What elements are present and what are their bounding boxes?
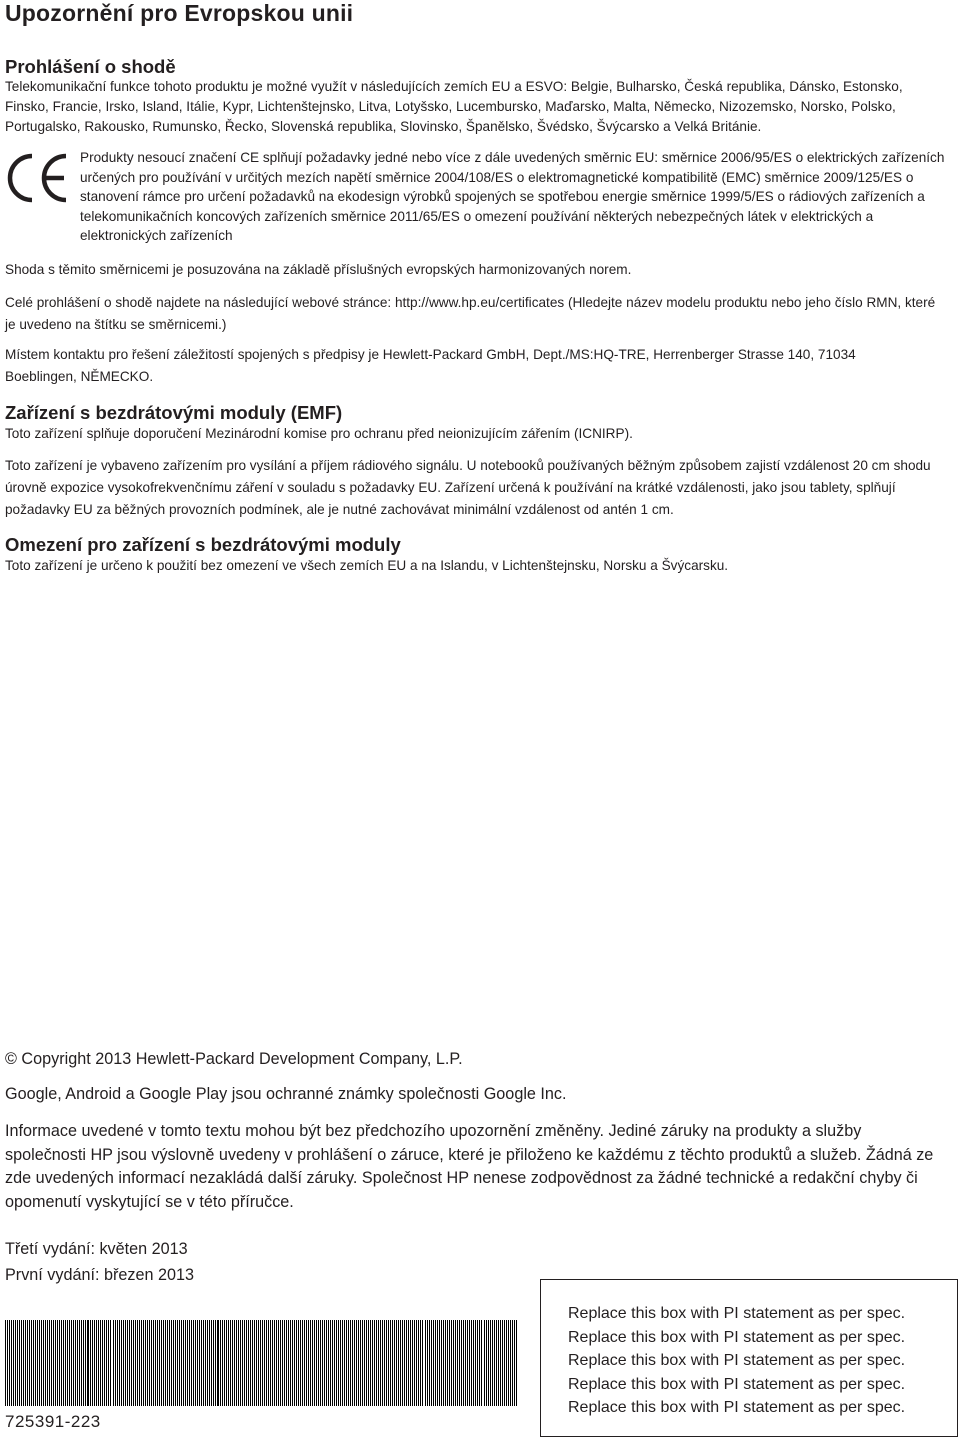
barcode-bar [191, 1320, 192, 1406]
barcode-bar [264, 1320, 265, 1406]
barcode-bar [316, 1320, 317, 1406]
barcode-bar [125, 1320, 126, 1406]
copyright-notice: © Copyright 2013 Hewlett-Packard Development Company, L.P. [5, 1050, 463, 1068]
barcode-bar [364, 1320, 365, 1406]
barcode-bar [447, 1320, 448, 1406]
barcode-bar [461, 1320, 462, 1406]
barcode-bar [449, 1320, 450, 1406]
barcode-bar [437, 1320, 438, 1406]
barcode-bar [129, 1320, 130, 1406]
barcode-bar [108, 1320, 109, 1406]
barcode-bar [494, 1320, 495, 1406]
barcode-bar [153, 1320, 154, 1406]
barcode-bar [350, 1320, 351, 1406]
barcode-bar [484, 1320, 485, 1406]
barcode-bar [326, 1320, 327, 1406]
countries-paragraph: Telekomunikační funkce tohoto produktu je možné využít v následujících zemích EU a ESVO: Belgie, Bulharsko, Česká republika, Dánsko, Estonsko, Finsko, Francie, Irsko, Island, Itálie, Kypr, Lichtenštejnsko, Litva, Lotyšsko, Lucembursko, Maďarsko, Malta, Německo, Nizozemsko, Norsko, Polsko, Portugalsko, Rakousko, Rumunsko, Řecko, Slovenská republika, Slovinsko, Španělsko, Švédsko, Švýcarsko a Velká Británie. [5, 79, 903, 134]
barcode-bar [396, 1320, 397, 1406]
barcode-bar [57, 1320, 58, 1406]
barcode-bar [242, 1320, 243, 1406]
barcode-bar [516, 1320, 517, 1406]
barcode-bar [163, 1320, 164, 1406]
page-title: Upozornění pro Evropskou unii [5, 0, 354, 26]
barcode-bar [167, 1320, 168, 1406]
barcode-bar [159, 1320, 160, 1406]
barcode-bar [205, 1320, 206, 1406]
barcode-bar [100, 1320, 101, 1406]
barcode-bar [368, 1320, 369, 1406]
barcode-bar [386, 1320, 387, 1406]
barcode-bar [514, 1320, 515, 1406]
barcode-bar [21, 1320, 22, 1406]
barcode-bar [171, 1320, 172, 1406]
barcode-bar [490, 1320, 491, 1406]
barcode-bar [439, 1320, 440, 1406]
barcode-bar [81, 1320, 82, 1406]
barcode-bar [110, 1320, 111, 1406]
barcode-bar [123, 1320, 124, 1406]
barcode-bar [441, 1320, 442, 1406]
barcode-bar [280, 1320, 281, 1406]
barcode-bar [121, 1320, 122, 1406]
emf-heading: Zařízení s bezdrátovými moduly (EMF) [5, 402, 343, 423]
barcode-bar [23, 1320, 24, 1406]
barcode-bar [19, 1320, 20, 1406]
barcode-bar [51, 1320, 52, 1406]
barcode-bar [270, 1320, 271, 1406]
barcode-bar [135, 1320, 136, 1406]
barcode-bar [177, 1320, 178, 1406]
restrictions-heading: Omezení pro zařízení s bezdrátovými moduly [5, 534, 401, 555]
barcode-bar [232, 1320, 233, 1406]
barcode-bar [320, 1320, 321, 1406]
barcode-bar [322, 1320, 323, 1406]
barcode-bar [145, 1320, 146, 1406]
barcode-bar [53, 1320, 54, 1406]
barcode-bar [330, 1320, 331, 1406]
barcode-bar [463, 1320, 464, 1406]
barcode-bar [292, 1320, 293, 1406]
barcode-bar [181, 1320, 182, 1406]
barcode-bar [244, 1320, 245, 1406]
barcode-bar [183, 1320, 184, 1406]
barcode-bar [256, 1320, 257, 1406]
barcode-bar [71, 1320, 72, 1406]
barcode-bar [209, 1320, 210, 1406]
barcode-bar [45, 1320, 46, 1406]
pi-line: Replace this box with PI statement as per spec. [568, 1399, 906, 1416]
barcode-bar [429, 1320, 430, 1406]
barcode-bar [496, 1320, 497, 1406]
barcode-bar [165, 1320, 166, 1406]
compliance-paragraph: Shoda s těmito směrnicemi je posuzována na základě příslušných evropských harmonizovaných norem. [5, 262, 632, 277]
barcode-bar [98, 1320, 99, 1406]
barcode-bar [143, 1320, 144, 1406]
barcode-bar [286, 1320, 287, 1406]
barcode-bar [238, 1320, 239, 1406]
barcode-bar [306, 1320, 307, 1406]
barcode-bar [488, 1320, 489, 1406]
barcode-bar [185, 1320, 186, 1406]
barcode-bar [467, 1320, 468, 1406]
barcode-bar [41, 1320, 42, 1406]
barcode-bar [342, 1320, 343, 1406]
barcode-bar [92, 1320, 93, 1406]
part-number: 725391-223 [5, 1412, 101, 1431]
barcode-bar [282, 1320, 283, 1406]
barcode-bar [308, 1320, 309, 1406]
barcode-bar [211, 1320, 212, 1406]
barcode-bar [234, 1320, 235, 1406]
barcode-bar [35, 1320, 36, 1406]
barcode-bar [151, 1320, 152, 1406]
barcode-bar [213, 1320, 214, 1406]
barcode-bar [352, 1320, 353, 1406]
barcode-bar [348, 1320, 349, 1406]
barcode-bar [230, 1320, 231, 1406]
barcode-bar [294, 1320, 295, 1406]
barcode-bar [173, 1320, 174, 1406]
barcode-bar [372, 1320, 373, 1406]
barcode-bar [360, 1320, 361, 1406]
barcode-bar [31, 1320, 32, 1406]
barcode-bar [302, 1320, 303, 1406]
barcode-bar [479, 1320, 480, 1406]
barcode-bar [469, 1320, 470, 1406]
trademarks-notice: Google, Android a Google Play jsou ochranné známky společnosti Google Inc. [5, 1085, 567, 1103]
barcode-bar [443, 1320, 444, 1406]
barcode-bar [477, 1320, 478, 1406]
barcode-bar [336, 1320, 337, 1406]
barcode-bar [63, 1320, 64, 1406]
barcode-bar [73, 1320, 74, 1406]
barcode-bar [445, 1320, 446, 1406]
barcode-bar [374, 1320, 375, 1406]
barcode-bar [262, 1320, 263, 1406]
barcode-bar [471, 1320, 472, 1406]
barcode-bar [39, 1320, 40, 1406]
barcode-bar [408, 1320, 409, 1406]
barcode-bar [380, 1320, 381, 1406]
barcode-bar [207, 1320, 208, 1406]
barcode-bar [83, 1320, 84, 1406]
barcode-bar [510, 1320, 511, 1406]
barcode-bar [228, 1320, 229, 1406]
barcode-bar [400, 1320, 401, 1406]
barcode-bar [85, 1320, 86, 1406]
barcode-bar [75, 1320, 76, 1406]
barcode-bar [492, 1320, 493, 1406]
barcode-bar [47, 1320, 48, 1406]
barcode-bar [457, 1320, 458, 1406]
barcode-bar [431, 1320, 432, 1406]
barcode-bar [27, 1320, 28, 1406]
pi-statement-box [540, 1279, 958, 1437]
barcode-bar [67, 1320, 68, 1406]
barcode-bar [197, 1320, 198, 1406]
barcode-bar [226, 1320, 227, 1406]
barcode-bar [358, 1320, 359, 1406]
barcode-bar [455, 1320, 456, 1406]
barcode-bar [217, 1320, 219, 1406]
barcode-bar [195, 1320, 196, 1406]
barcode-bar [416, 1320, 417, 1406]
barcode-bar [410, 1320, 411, 1406]
barcode-bar [346, 1320, 347, 1406]
barcode-bar [79, 1320, 80, 1406]
barcode-bar [272, 1320, 273, 1406]
barcode-bar [420, 1320, 421, 1406]
barcode-bar [278, 1320, 279, 1406]
barcode-bar [504, 1320, 505, 1406]
barcode-bar [290, 1320, 291, 1406]
barcode-bar [260, 1320, 261, 1406]
pi-line: Replace this box with PI statement as per spec. [568, 1352, 906, 1369]
barcode-bar [324, 1320, 325, 1406]
barcode-bar [187, 1320, 188, 1406]
barcode-bar [314, 1320, 315, 1406]
barcode-bar [87, 1320, 89, 1406]
barcode-bar [61, 1320, 62, 1406]
barcode-bar [473, 1320, 474, 1406]
barcode-bar [25, 1320, 26, 1406]
barcode-bar [266, 1320, 267, 1406]
barcode-bar [312, 1320, 313, 1406]
full-declaration-paragraph: Celé prohlášení o shodě najdete na následující webové stránce: http://www.hp.eu/certificates (Hledejte název modelu produktu nebo jeho číslo RMN, které je uvedeno na štítku se směrnicemi.) [5, 295, 936, 332]
pi-line: Replace this box with PI statement as per spec. [568, 1328, 906, 1346]
ce-mark-icon [4, 152, 72, 204]
barcode-bar [94, 1320, 95, 1406]
barcode-bar [310, 1320, 311, 1406]
barcode-bar [240, 1320, 241, 1406]
barcode-bar [398, 1320, 399, 1406]
pi-line: Replace this box with PI statement as per spec. [568, 1305, 906, 1322]
barcode-bar [502, 1320, 503, 1406]
barcode-bar [422, 1320, 423, 1406]
barcode-bar [43, 1320, 44, 1406]
barcode-bar [59, 1320, 60, 1406]
barcode-bar [508, 1320, 509, 1406]
barcode-bar [288, 1320, 289, 1406]
barcode-bar [453, 1320, 454, 1406]
first-edition: První vydání: březen 2013 [5, 1266, 194, 1284]
barcode-bar [284, 1320, 285, 1406]
barcode-bar [412, 1320, 413, 1406]
barcode-bar [258, 1320, 259, 1406]
barcode-bar [425, 1320, 426, 1406]
barcode-bar [418, 1320, 419, 1406]
barcode-bar [96, 1320, 97, 1406]
barcode-bar [366, 1320, 367, 1406]
barcode-bar [433, 1320, 434, 1406]
barcode-bar [77, 1320, 78, 1406]
barcode-bar [378, 1320, 379, 1406]
barcode-bar [500, 1320, 501, 1406]
contact-paragraph: Místem kontaktu pro řešení záležitostí spojených s předpisy je Hewlett-Packard GmbH, Dept./MS:HQ-TRE, Herrenberger Strasse 140, 71034 Boeblingen, NĚMECKO. [5, 347, 856, 384]
barcode-bar [69, 1320, 70, 1406]
barcode-bar [248, 1320, 249, 1406]
barcode-bar [155, 1320, 156, 1406]
barcode-bar [328, 1320, 329, 1406]
barcode-bar [435, 1320, 436, 1406]
barcode-bar [133, 1320, 134, 1406]
barcode-bar [55, 1320, 56, 1406]
barcode-bar [250, 1320, 251, 1406]
barcode-bar [90, 1320, 91, 1406]
barcode-bar [15, 1320, 16, 1406]
barcode-bar [414, 1320, 415, 1406]
emf-paragraph-2: Toto zařízení je vybaveno zařízením pro vysílání a příjem rádiového signálu. U notebooků používaných běžným způsobem zajistí vzdálenost 20 cm shodu úrovně expozice vysokofrekvenčnímu záření v souladu s požadavky EU. Zařízení určená k používání na krátké vzdálenosti, jako jsou tablety, splňují požadavky EU za běžných provozních podmínek, ale je nutné zachovávat minimální vzdálenost od antén 1 cm. [5, 458, 931, 517]
barcode-bar [175, 1320, 176, 1406]
barcode-bar [179, 1320, 180, 1406]
barcode-bar [189, 1320, 190, 1406]
barcode-bar [382, 1320, 383, 1406]
barcode-bar [246, 1320, 247, 1406]
barcode-bar [224, 1320, 225, 1406]
barcode-bar [220, 1320, 221, 1406]
barcode-bar [296, 1320, 297, 1406]
barcode-bar [362, 1320, 363, 1406]
barcode-bar [5, 1320, 6, 1406]
barcode-bar [7, 1320, 8, 1406]
barcode-bar [193, 1320, 194, 1406]
barcode-bar [169, 1320, 170, 1406]
barcode-bar [459, 1320, 460, 1406]
barcode-bar [276, 1320, 277, 1406]
barcode-bar [304, 1320, 305, 1406]
barcode-bar [344, 1320, 345, 1406]
barcode-bar [33, 1320, 34, 1406]
barcode-bar [481, 1320, 482, 1406]
barcode-bar [512, 1320, 513, 1406]
barcode-bar [119, 1320, 120, 1406]
barcode-bar [201, 1320, 202, 1406]
barcode-bar [9, 1320, 10, 1406]
barcode-bar [203, 1320, 204, 1406]
barcode-bar [147, 1320, 148, 1406]
barcode-bar [475, 1320, 476, 1406]
barcode-bar [222, 1320, 223, 1406]
barcode-bar [274, 1320, 275, 1406]
ce-paragraph: Produkty nesoucí značení CE splňují požadavky jedné nebo více z dále uvedených směrnic EU: směrnice 2006/95/ES o elektrických zařízeních určených pro používání v určitých mezích napětí směrnice 2004/108/ES o elektromagnetické kompatibilitě (EMC) směrnice 2009/125/ES o stanovení rámce pro určení požadavků na ekodesign výrobků spojených se spotřebou energie směrnice 1999/5/ES o rádiových zařízeních a telekomunikačních koncových zařízeních směrnice 2011/65/ES o omezení používání některých nebezpečných látek v elektrických a elektronických zařízeních [80, 150, 945, 243]
barcode-bar [465, 1320, 466, 1406]
barcode-bar [404, 1320, 405, 1406]
barcode-bar [254, 1320, 255, 1406]
barcode-bar [149, 1320, 150, 1406]
barcode-bar [102, 1320, 103, 1406]
barcode-bar [268, 1320, 269, 1406]
barcode-bar [137, 1320, 138, 1406]
barcode-bar [199, 1320, 200, 1406]
barcode-bar [65, 1320, 66, 1406]
barcode-bar [157, 1320, 158, 1406]
barcode-bar [356, 1320, 357, 1406]
barcode-bar [406, 1320, 407, 1406]
barcode-bar [115, 1320, 116, 1406]
barcode-bar [334, 1320, 335, 1406]
barcode-bar [298, 1320, 299, 1406]
pi-line: Replace this box with PI statement as per spec. [568, 1375, 906, 1393]
barcode-bar [486, 1320, 487, 1406]
barcode-bar [388, 1320, 389, 1406]
barcode-bar [117, 1320, 118, 1406]
barcode-bar [402, 1320, 403, 1406]
barcode-bar [141, 1320, 142, 1406]
barcode-bar [318, 1320, 319, 1406]
barcode-bar [113, 1320, 114, 1406]
barcode-bar [139, 1320, 140, 1406]
barcode-bar [131, 1320, 132, 1406]
barcode-bar [506, 1320, 507, 1406]
barcode-bar [300, 1320, 301, 1406]
barcode-bar [49, 1320, 50, 1406]
barcode-bar [332, 1320, 333, 1406]
barcode-bar [338, 1320, 339, 1406]
barcode-bar [394, 1320, 395, 1406]
barcode-bar [427, 1320, 428, 1406]
barcode-bar [161, 1320, 162, 1406]
barcode-bar [392, 1320, 393, 1406]
barcode-bar [451, 1320, 452, 1406]
restrictions-paragraph: Toto zařízení je určeno k použití bez omezení ve všech zemích EU a na Islandu, v Lichtenštejnsku, Norsku a Švýcarsku. [5, 558, 729, 573]
barcode-bar [340, 1320, 341, 1406]
barcode-bar [127, 1320, 128, 1406]
declaration-heading: Prohlášení o shodě [5, 56, 176, 77]
barcode-bar [370, 1320, 371, 1406]
barcode-bar [17, 1320, 18, 1406]
emf-paragraph-1: Toto zařízení splňuje doporučení Mezinárodní komise pro ochranu před neionizujícím zářením (ICNIRP). [5, 426, 633, 441]
barcode-bar [376, 1320, 377, 1406]
barcode-bar [390, 1320, 391, 1406]
barcode-bar [11, 1320, 12, 1406]
barcode-bar [236, 1320, 237, 1406]
barcode-bar [384, 1320, 385, 1406]
barcode-bar [354, 1320, 355, 1406]
barcode-bar [498, 1320, 499, 1406]
barcode-bar [13, 1320, 14, 1406]
barcode-bar [215, 1320, 216, 1406]
barcode-bar [106, 1320, 107, 1406]
barcode-bar [252, 1320, 253, 1406]
barcode-bar [29, 1320, 30, 1406]
disclaimer-paragraph: Informace uvedené v tomto textu mohou být bez předchozího upozornění změněny. Jediné záruky na produkty a služby společnosti HP jsou výslovně uvedeny v prohlášení o záruce, které je přiloženo ke každému z těchto produktů a služeb. Žádná ze zde uvedených informací nezakládá další záruky. Společnost HP nenese zodpovědnost za žádné technické a redakční chyby či opomenutí vyskytující se v této příručce. [5, 1122, 934, 1211]
barcode-bar [37, 1320, 38, 1406]
third-edition: Třetí vydání: květen 2013 [5, 1240, 188, 1258]
barcode-bar [104, 1320, 105, 1406]
barcode-icon [5, 1320, 517, 1406]
